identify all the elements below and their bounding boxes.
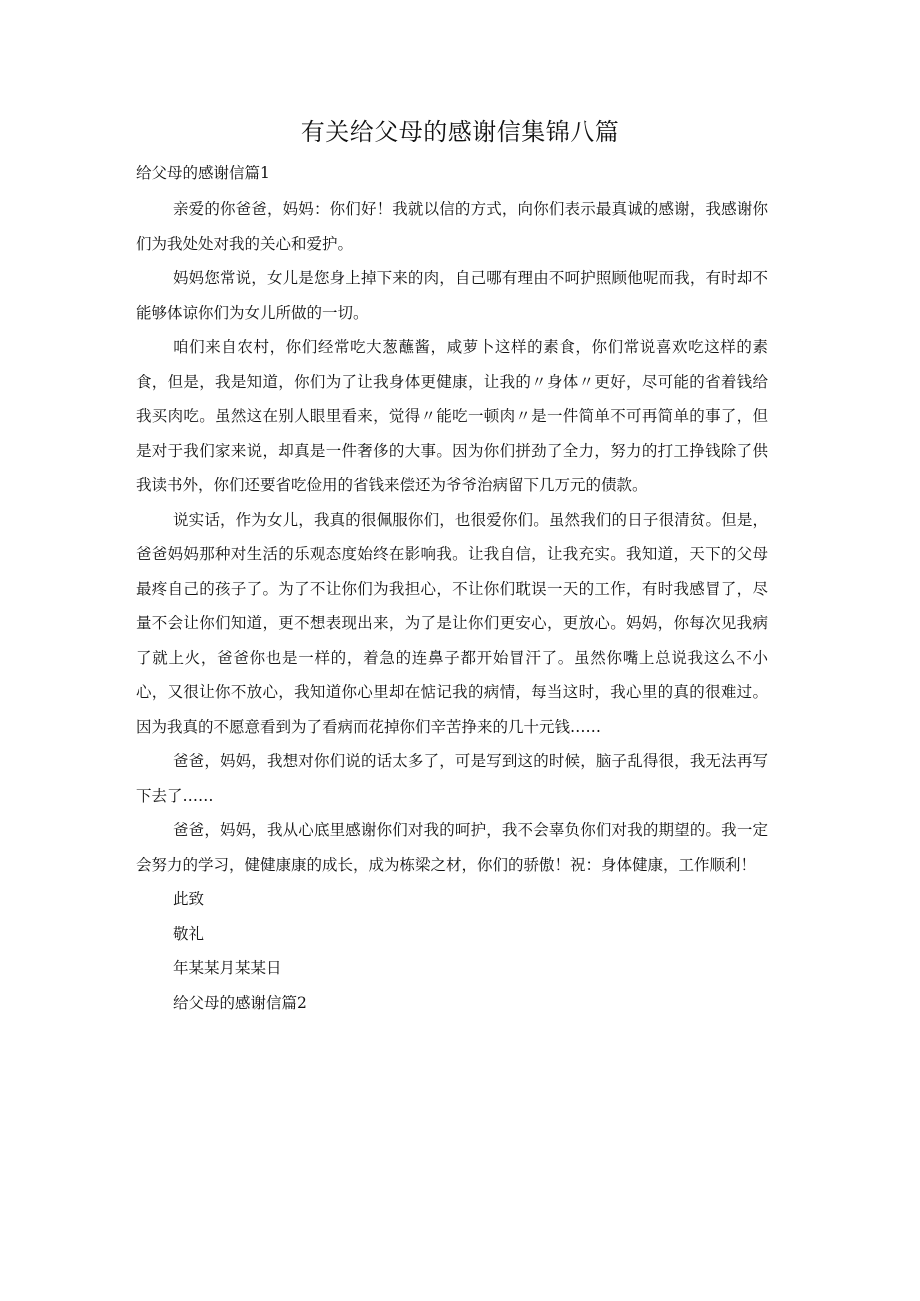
document-title: 有关给父母的感谢信集锦八篇: [300, 118, 620, 146]
paragraph: 爸爸，妈妈，我想对你们说的话太多了，可是写到这的时候，脑子乱得很，我无法再写下去了……: [136, 752, 768, 805]
section-heading: 给父母的感谢信篇1: [136, 164, 270, 182]
paragraph: 爸爸，妈妈，我从心底里感谢你们对我的呵护，我不会辜负你们对我的期望的。我一定会努力的学习，健健康康的成长，成为栋梁之材，你们的骄傲！祝：身体健康，工作顺利！: [136, 821, 768, 874]
date-line: 年某某月某某日: [173, 959, 282, 977]
paragraph: 说实话，作为女儿，我真的很佩服你们，也很爱你们。虽然我们的日子很清贫。但是，爸爸妈妈那种对生活的乐观态度始终在影响我。让我自信，让我充实。我知道，天下的父母最疼自己的孩子了。为了不让你们为我担心，不让你们耽误一天的工作，有时我感冒了，尽量不会让你们知道，更不想表现出来，为了是让你们更安心，更放心。妈妈，你每次见我病了就上火，爸爸你也是一样的，着急的连鼻子都开始冒汗了。虽然你嘴上总说我这么不小心，又很让你不放心，我知道你心里却在惦记我的病情，每当这时，我心里的真的很难过。因为我真的不愿意看到为了看病而花掉你们辛苦挣来的几十元钱……: [136, 510, 768, 736]
paragraph: 妈妈您常说，女儿是您身上掉下来的肉，自己哪有理由不呵护照顾他呢而我，有时却不能够体谅你们为女儿所做的一切。: [136, 269, 768, 322]
paragraph: 咱们来自农村，你们经常吃大葱蘸酱，咸萝卜这样的素食，你们常说喜欢吃这样的素食，但是，我是知道，你们为了让我身体更健康，让我的〃身体〃更好，尽可能的省着钱给我买肉吃。虽然这在别人眼里看来，觉得〃能吃一顿肉〃是一件简单不可再简单的事了，但是对于我们家来说，却真是一件奢侈的大事。因为你们拼劲了全力，努力的打工挣钱除了供我读书外，你们还要省吃俭用的省钱来偿还为爷爷治病留下几万元的债款。: [136, 338, 768, 494]
salutation-line: 敬礼: [173, 924, 205, 943]
letter-body: [136, 192, 768, 1020]
next-section-heading: 给父母的感谢信篇2: [173, 993, 307, 1012]
paragraph: 亲爱的你爸爸，妈妈：你们好！我就以信的方式，向你们表示最真诚的感谢，我感谢你们为我处处对我的关心和爱护。: [136, 200, 768, 253]
closing-line: 此致: [173, 890, 205, 908]
